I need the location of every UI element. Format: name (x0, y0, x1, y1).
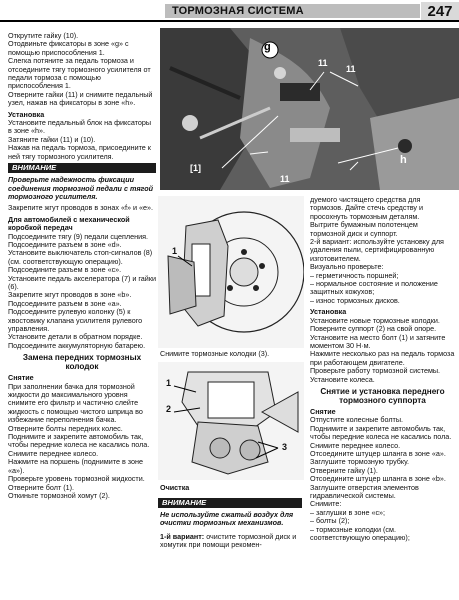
header-divider (0, 20, 459, 22)
paragraph: – болты (2); (310, 516, 350, 526)
paragraph: Поднимите и закрепите автомобиль так, чтобы передние колеса не касались пола. (310, 423, 452, 442)
paragraph: Заглушите тормозную трубку. (310, 457, 409, 467)
paragraph: Затяните гайки (11) и (10). (8, 134, 96, 144)
paragraph: Снимите: (310, 499, 342, 509)
paragraph: Визуально проверьте: (310, 262, 384, 272)
cleaning-warning-box: ВНИМАНИЕ (158, 498, 302, 508)
paragraph: Проверьте работу тормозной системы. (310, 366, 441, 376)
section-title: Замена передних тормозных колодок (22, 353, 142, 372)
caliper-figure (158, 362, 304, 480)
paragraph: – тормозные колодки (см. соответствующую операцию); (310, 524, 410, 543)
section-title: Снятие и установка переднего тормозного суппорта (320, 386, 445, 405)
paragraph: Установите педальный блок на фиксаторы в зоне «h». (8, 118, 152, 136)
paragraph: – нормальное состояние и положение защитных кожухов; (310, 279, 438, 297)
paragraph: – герметичность поршней; (310, 270, 399, 280)
paragraph: Отодвиньте фиксаторы в зоне «g» с помощью приспособления 1. (8, 39, 129, 57)
variant1-label: 1-й вариант: (160, 532, 205, 541)
paragraph: 2-й вариант: используйте установку для удаления пыли, сертифицированную изготовителем. (310, 237, 444, 263)
pedal-assembly-photo (160, 28, 459, 190)
paragraph: Поднимите и закрепите автомобиль так, чтобы передние колеса не касались пола. (8, 432, 150, 450)
paragraph: Отверните гайки (11) и снимите педальный узел, нажав на фиксаторы в зоне «h». (8, 89, 153, 108)
paragraph: Откиньте тормозной хомут (2). (8, 490, 110, 500)
page-number: 247 (421, 2, 459, 21)
cleaning-warning-text: Не используйте сжатый воздух для очистки тормозных механизмов. (160, 510, 294, 528)
cleaning-heading: Очистка (160, 483, 190, 492)
paragraph: Проверьте уровень тормозной жидкости. (8, 474, 145, 484)
fig1-label-1: 1 (172, 246, 178, 256)
paragraph: Заглушите отверстия элементов гидравлической системы. (310, 482, 419, 500)
photo-label-h: h (400, 154, 407, 166)
subheading: Для автомобилей с механической коробкой передач (8, 214, 130, 233)
paragraph: Подсоедините рулевую колонку (5) к хвостовику клапана усилителя рулевого управления. (8, 307, 143, 333)
photo-label-g: g (264, 41, 271, 53)
paragraph: Установите выключатель стоп-сигналов (8) (см. соответствующую операцию). (8, 248, 153, 266)
subheading: Снятие (8, 373, 34, 383)
paragraph: Нажав на педаль тормоза, присоедините к ней тягу тормозного усилителя. (8, 143, 151, 161)
page-title: ТОРМОЗНАЯ СИСТЕМА (172, 5, 304, 17)
paragraph: дуемого чистящего средства для тормозов. Дайте стечь средству и просохнуть тормозным деталям. (310, 195, 423, 221)
paragraph: Открутите гайку (10). (8, 31, 79, 40)
paragraph: Установите новые тормозные колодки. Поверните суппорт (2) на свой опоре. (310, 315, 440, 334)
fig1-caption: Снимите тормозные колодки (3). (160, 349, 270, 358)
right-column (310, 196, 455, 542)
paragraph: Отсоедините штуцер шланга в зоне «b». (310, 474, 446, 484)
paragraph: Вытрите бумажным полотенцем тормозной диск и суппорт. (310, 220, 418, 238)
paragraph: Отпустите колесные болты. (310, 415, 403, 425)
fig2-label-3: 3 (282, 442, 288, 452)
paragraph: Подсоедините аккумуляторную батарею. (8, 340, 146, 350)
paragraph: Подсоедините разъем в зоне «d». (8, 239, 122, 249)
paragraph: Отверните гайку (1). (310, 465, 378, 475)
paragraph: Слегка потяните за педаль тормоза и отсоедините тягу тормозного усилителя от педали тормоза с помощью приспособления 1. (8, 56, 151, 91)
paragraph: Закрепите жгут проводов в зоне «b». (8, 290, 132, 300)
photo-label-11c: 11 (280, 174, 290, 184)
brake-disc-figure (158, 196, 304, 348)
paragraph: Нажмите несколько раз на педаль тормоза при работающем двигателе. (310, 349, 455, 367)
paragraph: – износ тормозных дисков. (310, 295, 400, 305)
paragraph: Закрепите жгут проводов в зонах «f» и «e». (8, 203, 153, 213)
fig2-label-2: 2 (166, 404, 172, 414)
paragraph: Нажмите на поршень (поднимите в зоне «a»). (8, 457, 143, 475)
paragraph: Подсоедините разъем в зоне «c». (8, 265, 122, 275)
photo-label-11a: 11 (318, 58, 328, 68)
paragraph: При заполнении бачка для тормозной жидкости до максимального уровня снимите его фильтр и частично слейте жидкость с помощью чистого шприца во избежание переполнения бачка. (8, 381, 143, 425)
warning-box: ВНИМАНИЕ (8, 163, 156, 173)
paragraph: Установите детали в обратном порядке. (8, 332, 143, 342)
paragraph: Установите колеса. (310, 374, 375, 384)
photo-label-1: [1] (190, 163, 201, 173)
page-header (0, 0, 459, 24)
subheading: Снятие (310, 406, 336, 416)
paragraph: – заглушки в зоне «c»; (310, 507, 386, 517)
subheading: Установка (310, 307, 347, 317)
paragraph: Подсоедините тягу (9) педали сцепления. (8, 231, 148, 241)
left-column (8, 32, 156, 500)
variant1-text (160, 533, 304, 550)
paragraph: Отверните болты передних колес. (8, 423, 123, 433)
paragraph: Отверните болт (1). (8, 482, 75, 492)
photo-label-11b: 11 (346, 64, 356, 74)
paragraph: Подсоедините разъем в зоне «a». (8, 298, 122, 308)
paragraph: Снимите переднее колесо. (310, 440, 401, 450)
subheading: Установка (8, 109, 45, 119)
paragraph: Снимите переднее колесо. (8, 448, 99, 458)
variant1-body: очистите тормозной диск и хомутик при помощи рекомен- (160, 532, 297, 550)
paragraph: Отсоедините штуцер шланга в зоне «a». (310, 448, 446, 458)
paragraph: Установите на место болт (1) и затяните моментом 30 Н·м. (310, 332, 446, 350)
emphasis-paragraph: Проверьте надежность фиксации соединения тормозной педали с тягой тормозного усилителя. (8, 175, 153, 201)
fig2-label-1: 1 (166, 378, 172, 388)
paragraph: Установите педаль акселератора (7) и гайки (6). (8, 273, 156, 291)
